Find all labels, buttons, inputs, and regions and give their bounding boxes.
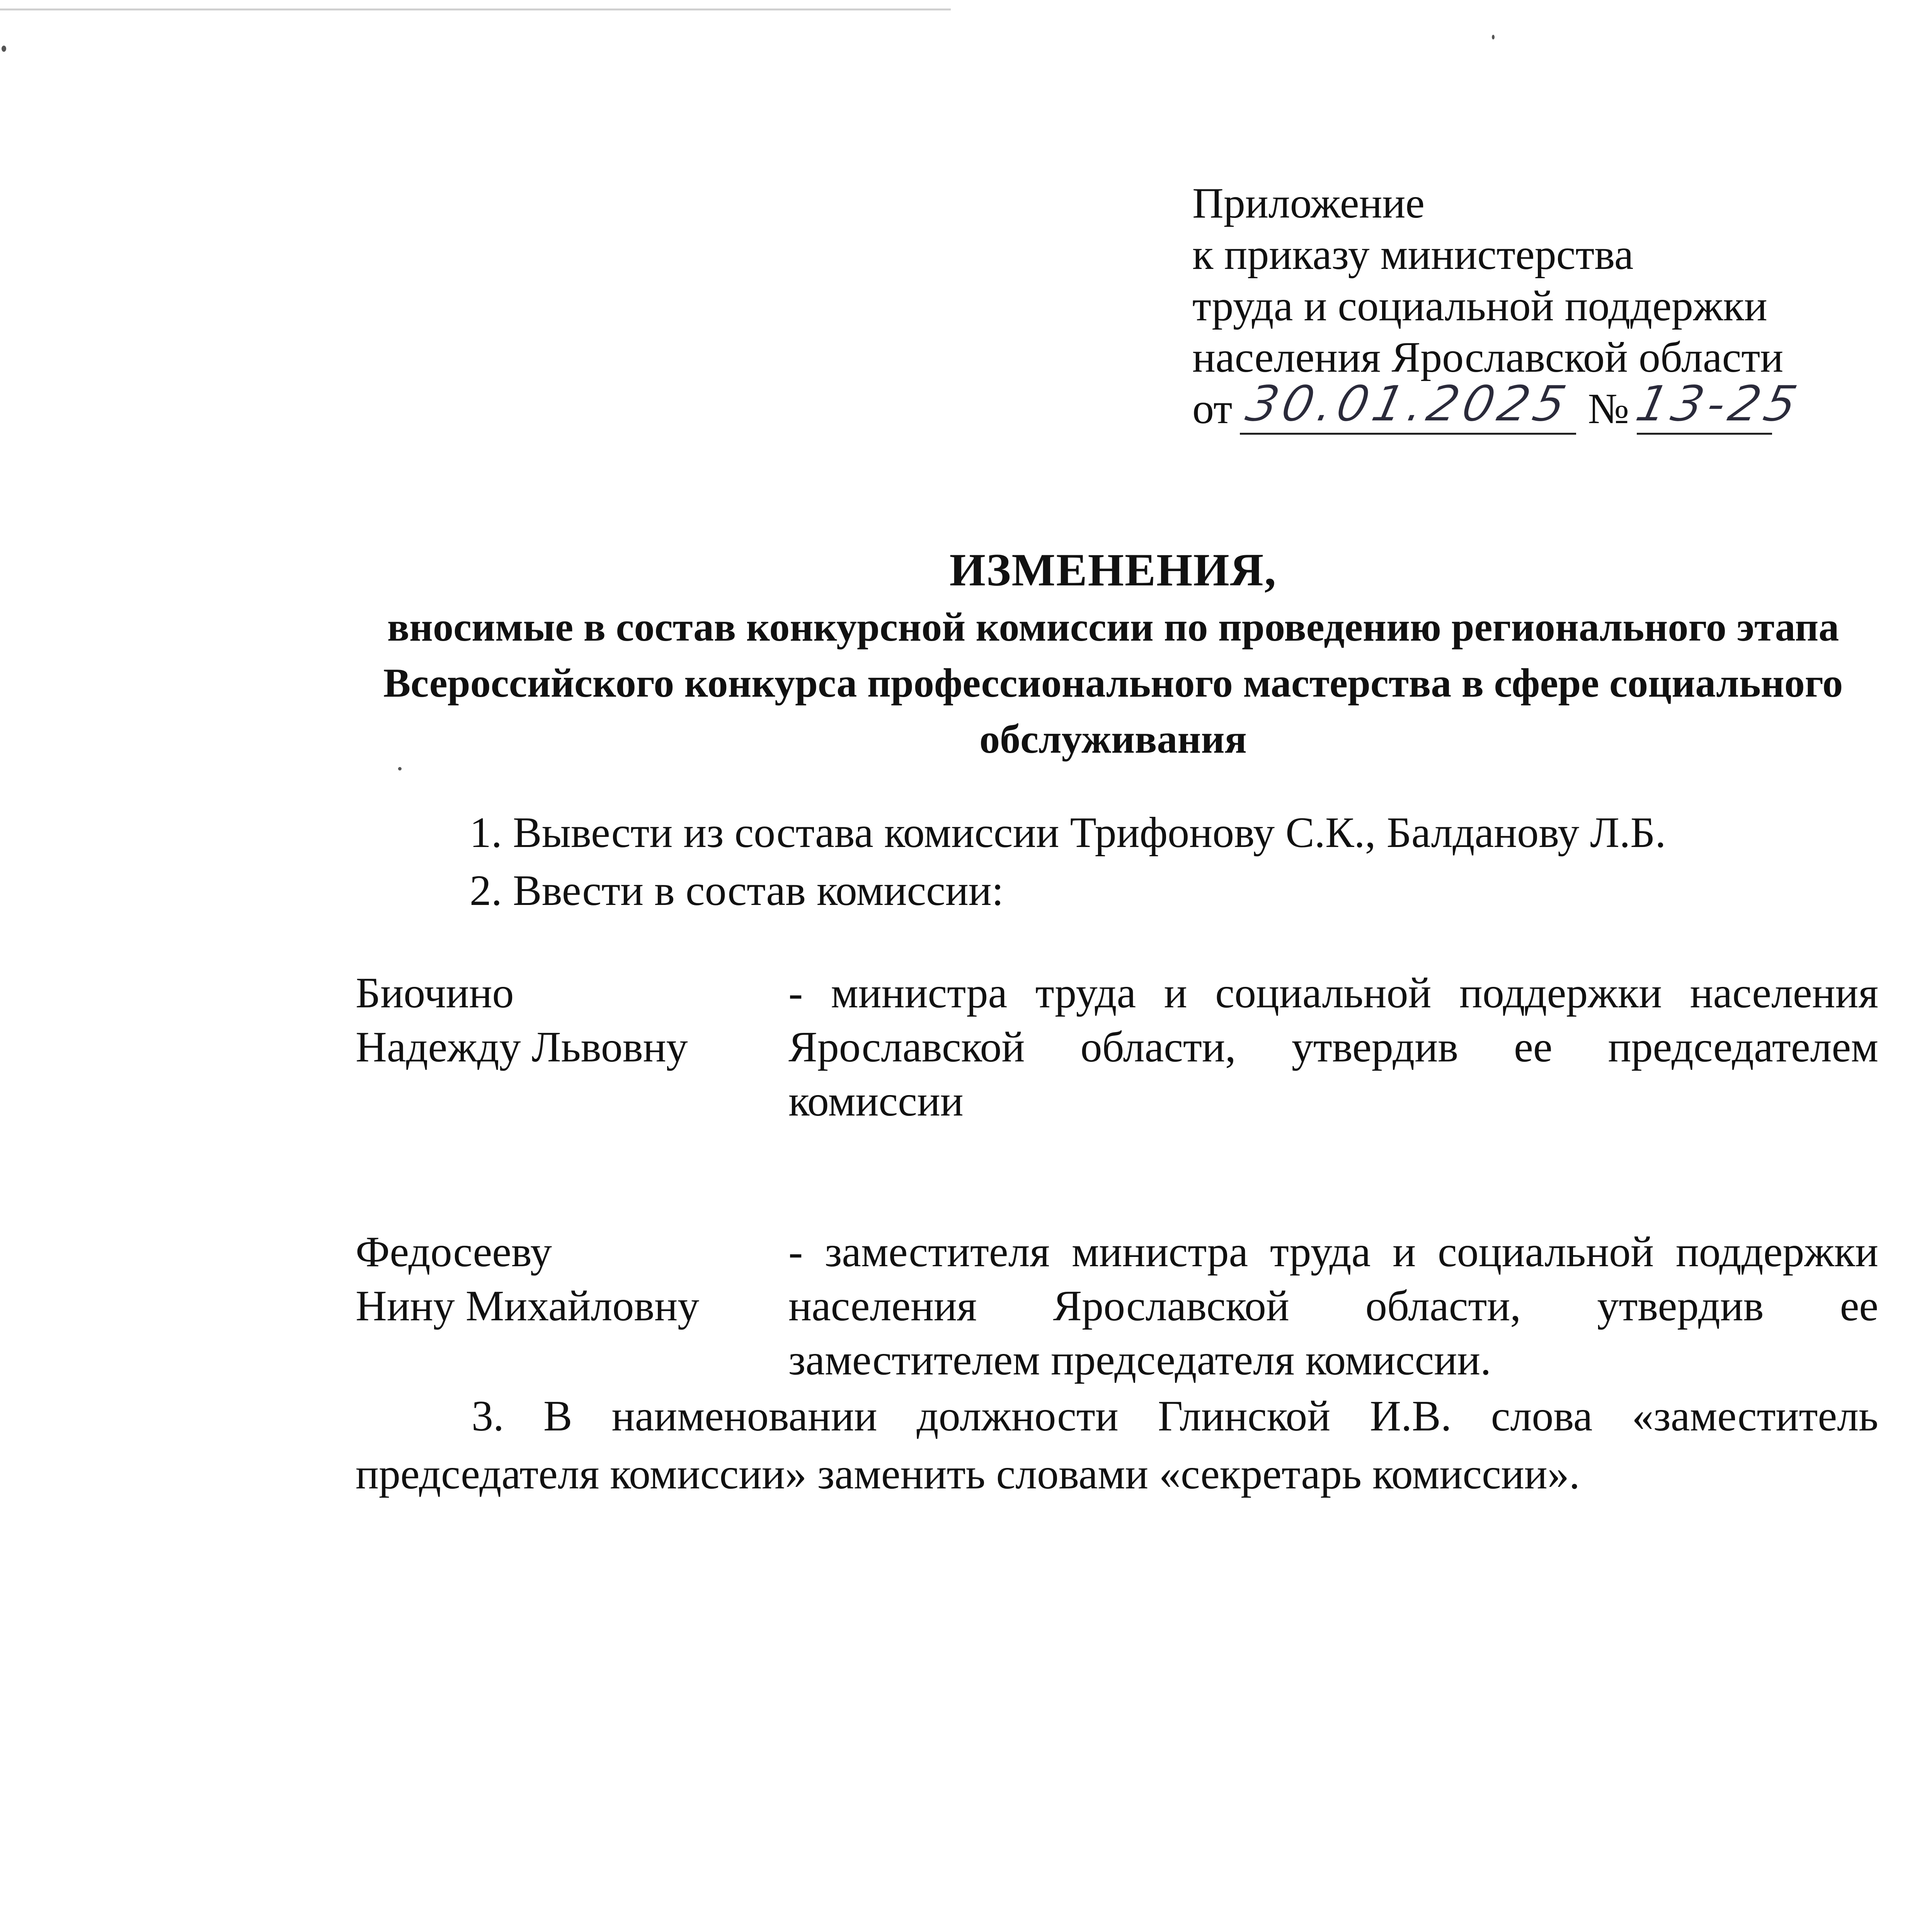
appendix-line: труда и социальной поддержки: [1192, 282, 1767, 330]
member-row: [356, 1225, 1878, 1387]
member-row: [356, 966, 1878, 1128]
title-subtitle: вносимые в состав конкурсной комиссии по проведению регионального этапа Всероссийского конкурса профессионального мастерства в сфере социального обслуживания: [383, 604, 1843, 762]
handwritten-date: 30.01.2025: [1241, 375, 1575, 433]
document-title: [348, 541, 1878, 767]
item-3: 3. В наименовании должности Глинской И.В. слова «заместитель председателя комиссии» заменить словами «секретарь комиссии».: [356, 1392, 1878, 1498]
member-name: [356, 966, 788, 1128]
scan-edge-artifact: [0, 9, 951, 10]
appendix-line: Приложение: [1192, 179, 1425, 227]
member-surname: Биочино: [356, 969, 514, 1017]
appendix-line: населения Ярославской области: [1192, 333, 1784, 381]
appendix-header: [1192, 178, 1888, 435]
order-reference: [1192, 375, 1888, 435]
from-label: от: [1192, 385, 1233, 433]
member-given-name: Надежду Львовну: [356, 1023, 688, 1071]
item-1: 1. Вывести из состава комиссии Трифонову С.К., Балданову Л.Б.: [470, 809, 1666, 857]
number-field: [1631, 375, 1806, 435]
title-main: ИЗМЕНЕНИЯ,: [949, 544, 1277, 595]
member-given-name: Нину Михайловну: [356, 1282, 700, 1330]
scan-speck: [2, 46, 6, 52]
member-role: - заместителя министра труда и социальной поддержки населения Ярославской области, утвердив ее заместителем председателя комиссии.: [788, 1228, 1878, 1384]
date-field: [1240, 375, 1576, 435]
member-name: [356, 1225, 788, 1387]
member-role: - министра труда и социальной поддержки населения Ярославской области, утвердив ее председателем комиссии: [788, 969, 1878, 1125]
member-surname: Федосееву: [356, 1228, 552, 1276]
number-label: №: [1588, 385, 1629, 433]
handwritten-number: 13-25: [1631, 375, 1806, 433]
appendix-line: к приказу министерства: [1192, 231, 1634, 279]
change-items: [470, 804, 1900, 920]
item-2: 2. Ввести в состав комиссии:: [470, 867, 1004, 915]
scan-speck: [1492, 35, 1495, 39]
scan-speck: [398, 767, 402, 770]
